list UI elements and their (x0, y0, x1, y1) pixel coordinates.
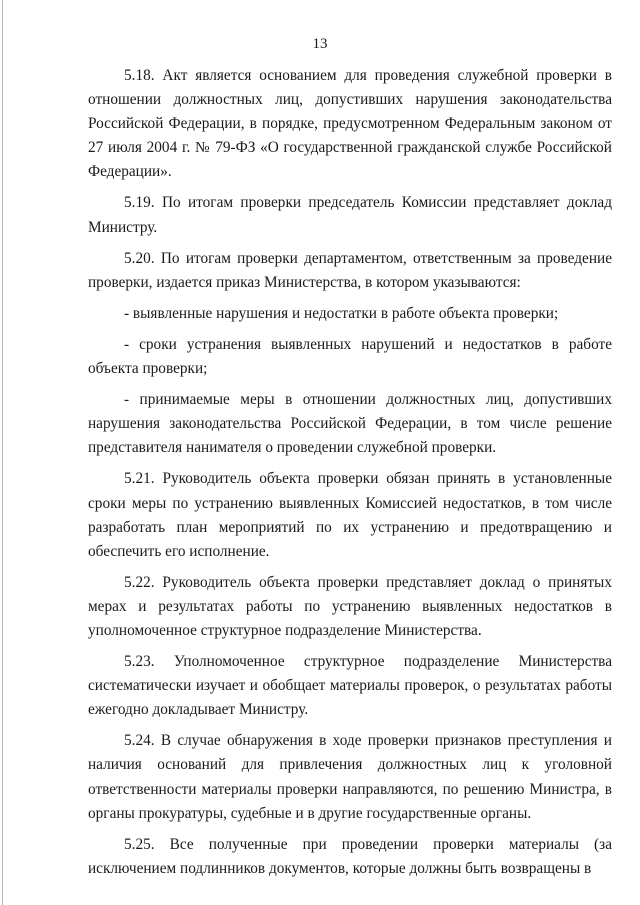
list-item-deadlines: - сроки устранения выявленных нарушений и недостатков в работе объекта проверки; (88, 335, 612, 378)
scan-edge-line (2, 0, 3, 905)
paragraph-5-23: 5.23. Уполномоченное структурное подразделение Министерства систематически изучает и обобщает материалы проверок, о результатах работы ежегодно докладывает Министру. (88, 653, 612, 719)
paragraph-5-25: 5.25. Все полученные при проведении проверки материалы (за исключением подлинников документов, которые должны быть возвращены в (88, 835, 612, 877)
paragraph-5-24: 5.24. В случае обнаружения в ходе проверки признаков преступления и наличия оснований для привлечения должностных лиц к уголовной ответственности материалы проверки направляются, по решению Министра, в органы прокуратуры, судебные и в другие государственные органы. (88, 732, 612, 822)
document-body (88, 64, 612, 888)
paragraph-5-20: 5.20. По итогам проверки департаментом, ответственным за проведение проверки, издается приказ Министерства, в котором указываются: (88, 249, 612, 291)
paragraph-5-19: 5.19. По итогам проверки председатель Комиссии представляет доклад Министру. (88, 194, 612, 236)
paragraph-5-21: 5.21. Руководитель объекта проверки обязан принять в установленные сроки меры по устранению выявленных Комиссией недостатков, в том числе разработать план мероприятий по их устранению и предотвращению и обеспечить его исполнение. (88, 470, 612, 560)
list-item-violations: - выявленные нарушения и недостатки в работе объекта проверки; (124, 304, 559, 322)
list-item-measures: - принимаемые меры в отношении должностных лиц, допустивших нарушения законодательства Российской Федерации, в том числе решение представителя нанимателя о проведении служебной проверки. (88, 391, 612, 457)
page-number: 13 (312, 36, 328, 52)
paragraph-5-22: 5.22. Руководитель объекта проверки представляет доклад о принятых мерах и результатах работы по устранению выявленных недостатков в уполномоченное структурное подразделение Министерства. (88, 573, 612, 639)
paragraph-5-18: 5.18. Акт является основанием для проведения служебной проверки в отношении должностных лиц, допустивших нарушения законодательства Российской Федерации, в порядке, предусмотренном Федеральным законом от 27 июля 2004 г. № 79-ФЗ «О государственной гражданской службе Российской Федерации». (88, 67, 612, 181)
